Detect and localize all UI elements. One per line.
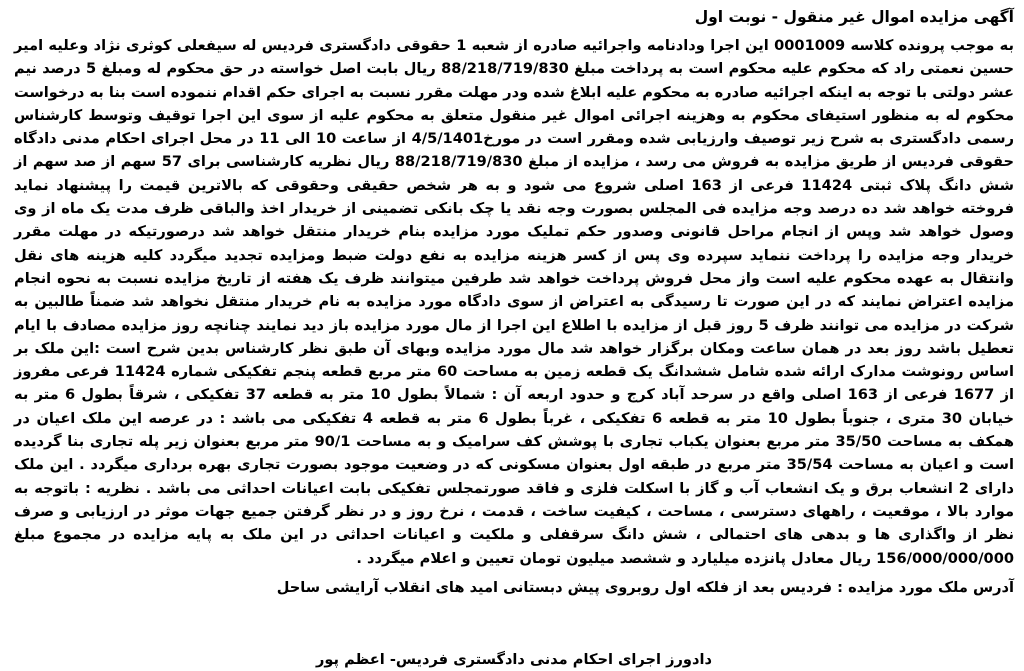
notice-title: آگهی مزایده اموال غیر منقول - نوبت اول [694,8,1014,26]
notice-body: به موجب پرونده کلاسه 0001009 این اجرا ودادنامه واجرائیه صادره از شعبه 1 حقوقی دادگستری فردیس له سیفعلی کوثری نژاد وعلیه امیر حسین نعمتی راد که محکوم علیه محکوم است به پرداخت مبلغ 88/218/719/830 ریال بابت اصل خواسته در حق محکوم له ومبلغ 5 درصد نیم عشر دولتی با توجه به اینکه اجرائیه صادره به محکوم علیه ابلاغ شده ودر مهلت مقرر نسبت به اجرای حکم اقدام ننموده است بنا به درخواست محکوم له به منظور استیفای محکوم به وهزینه اجرائی اموال غیر منقول متعلق به محکوم علیه از سوی این اجرا توقیف وتوسط کارشناس رسمی دادگستری به شرح زیر توصیف وارزیابی شده ومقرر است در مورخ4/5/1401 از ساعت 10 الی 11 در محل اجرای احکام مدنی دادگاه حقوقی فردیس از طریق مزایده به فروش می رسد ، مزایده از مبلغ 88/218/719/830 ریال نظریه کارشناسی برای 57 سهم از صد سهم از شش دانگ پلاک ثبتی 11424 فرعی از 163 اصلی شروع می شود و به هر شخص حقیقی وحقوقی که بالاترین قیمت را پیشنهاد نماید فروخته خواهد شد ده درصد وجه مزایده فی المجلس بصورت وجه نقد یا چک بانکی تضمینی از خریدار اخذ والباقی ظرف مدت یک ماه از وی وصول خواهد شد وپس از انجام مراحل قانونی وصدور حکم تملیک مورد مزایده بنام خریدار منتقل خواهد شد درصورتیکه در مهلت مقرر خریدار وجه مزایده را پرداخت ننماید سپرده وی پس از کسر هزینه مزایده به نفع دولت ضبط ومزایده تجدید میگردد کلیه هزینه های نقل وانتقال به عهده محکوم علیه است واز محل فروش پرداخت خواهد شد طرفین میتوانند ظرف یک هفته از تاریخ مزایده نسبت به نحوه انجام مزایده اعتراض نمایند که در این صورت تا رسیدگی به اعتراض از سوی دادگاه مورد مزایده به نام خریدار منتقل نخواهد شد ضمناً طالبین به شرکت در مزایده می توانند ظرف 5 روز قبل از مزایده با اطلاع این اجرا از مال مورد مزایده باز دید نمایند چنانچه روز مزایده مصادف با ایام تعطیل باشد روز بعد در همان ساعت ومکان برگزار خواهد شد مال مورد مزایده وبهای آن طبق نظر کارشناس بدین شرح است :این ملک بر اساس رونوشت مدارک ارائه شده شامل ششدانگ یک قطعه زمین به مساحت 60 متر مربع قطعه پنجم تفکیکی شماره 11424 فرعی مفروز از 1677 فرعی از 163 اصلی واقع در سرحد آباد کرج و حدود اربعه آن : شمالاً بطول 10 متر به قطعه 37 تفکیکی ، شرقاً بطول 6 متر به خیابان 30 متری ، جنوباً بطول 10 متر به قطعه 6 تفکیکی ، غرباً بطول 6 متر به قطعه 4 تفکیکی می باشد : در عرصه این ملک اعیان در همکف به مساحت 35/50 متر مربع بعنوان یکباب تجاری با پوشش کف سرامیک و به مساحت 90/1 متر مربع بعنوان زیر پله تجاری بنا گردیده است و اعیان به مساحت 35/54 متر مربع در طبقه اول بعنوان مسکونی که در وضعیت موجود بصورت تجاری بهره برداری میگردد . این ملک دارای 2 انشعاب برق و یک انشعاب آب و گاز با اسکلت فلزی و فاقد صورتمجلس تفکیکی بابت اعیانات احداثی می باشد . نظریه : باتوجه به موارد بالا ، موقعیت ، راههای دسترسی ، مساحت ، کیفیت ساخت ، قدمت ، نرخ روز و در نظر گرفتن جمیع جهات موثر در ارزیابی و صرف نظر از واگذاری ها و بدهی های احتمالی ، شش دانگ سرقفلی و ملکیت و اعیانات احداثی در این ملک به پایه مزایده در مجموع مبلغ 156/000/000/000 ریال معادل پانزده میلیارد و ششصد میلیون تومان تعیین و اعلام میگردد . [14,37,1015,567]
property-address: آدرس ملک مورد مزایده : فردیس بعد از فلکه اول روبروی پیش دبستانی امید های انقلاب آرایشی ساحل [276,578,1014,596]
signature: دادورز اجرای احکام مدنی دادگستری فردیس- اعظم پور [316,650,712,668]
